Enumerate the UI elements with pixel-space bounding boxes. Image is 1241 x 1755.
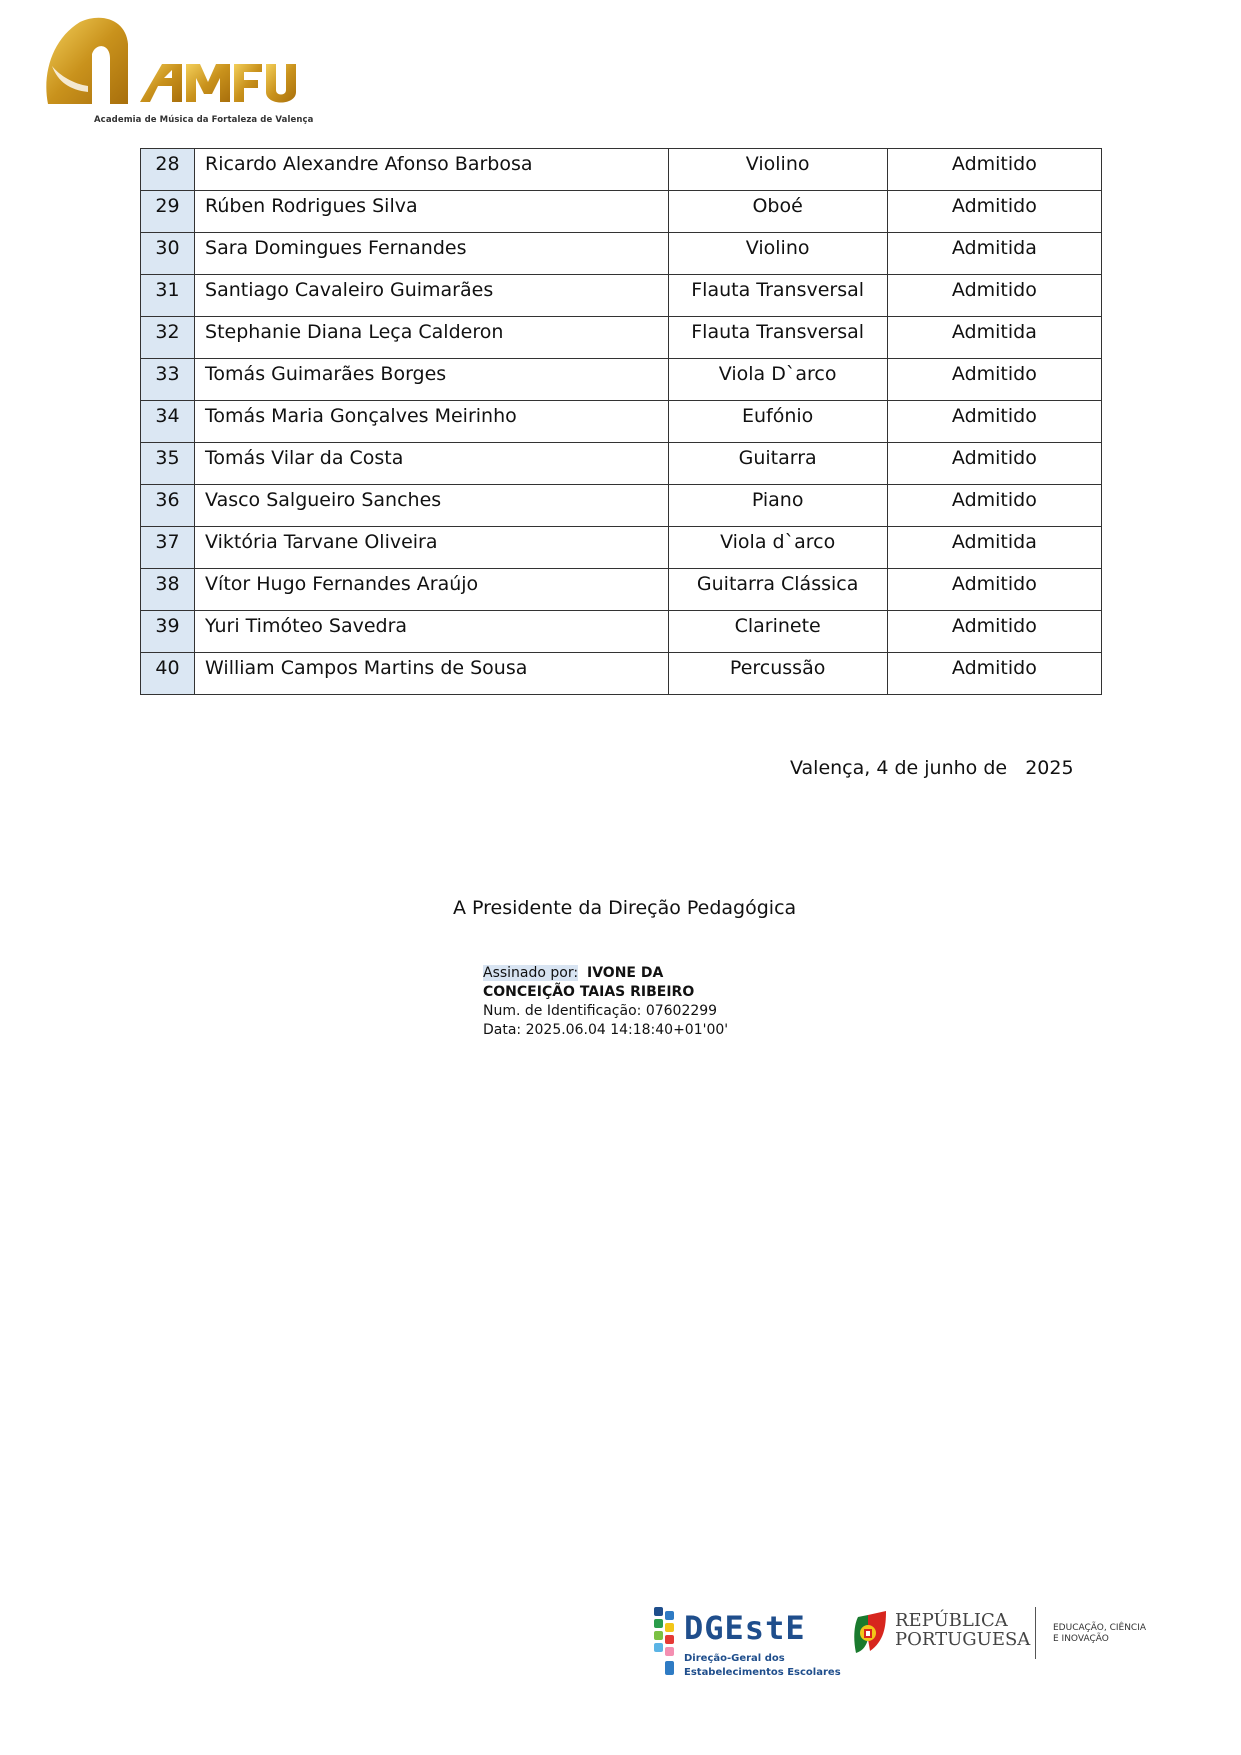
row-number: 29 — [141, 191, 195, 233]
ministry-line-2: E INOVAÇÃO — [1053, 1634, 1109, 1644]
instrument: Percussão — [668, 653, 887, 695]
student-name: Stephanie Diana Leça Calderon — [195, 317, 668, 359]
admission-status: Admitido — [887, 653, 1101, 695]
admission-status: Admitido — [887, 401, 1101, 443]
instrument: Guitarra — [668, 443, 887, 485]
admission-status: Admitido — [887, 611, 1101, 653]
row-number: 40 — [141, 653, 195, 695]
republica-portuguesa — [895, 1611, 1030, 1649]
row-number: 32 — [141, 317, 195, 359]
instrument: Violino — [668, 233, 887, 275]
signer-name-1: IVONE DA — [587, 965, 664, 981]
table-row — [141, 275, 1102, 317]
row-number: 38 — [141, 569, 195, 611]
ministry-name — [1053, 1623, 1146, 1645]
admission-status: Admitido — [887, 149, 1101, 191]
table-row — [141, 191, 1102, 233]
student-name: Rúben Rodrigues Silva — [195, 191, 668, 233]
dgeste-subtitle-1: Direção-Geral dos — [684, 1653, 785, 1664]
amfv-logo-graphic — [40, 14, 310, 124]
instrument: Eufónio — [668, 401, 887, 443]
table-row — [141, 611, 1102, 653]
signed-by-label: Assinado por: — [483, 965, 579, 981]
student-name: Viktória Tarvane Oliveira — [195, 527, 668, 569]
instrument: Viola d`arco — [668, 527, 887, 569]
student-name: Yuri Timóteo Savedra — [195, 611, 668, 653]
row-number: 31 — [141, 275, 195, 317]
instrument: Piano — [668, 485, 887, 527]
admissions-table — [140, 148, 1102, 695]
dgeste-subtitle-2: Estabelecimentos Escolares — [684, 1667, 841, 1678]
row-number: 39 — [141, 611, 195, 653]
table-row — [141, 317, 1102, 359]
student-name: Vasco Salgueiro Sanches — [195, 485, 668, 527]
portugal-flag-icon — [850, 1611, 888, 1657]
row-number: 37 — [141, 527, 195, 569]
table-row — [141, 149, 1102, 191]
row-number: 30 — [141, 233, 195, 275]
amfv-logo — [40, 14, 314, 129]
digital-signature — [483, 964, 728, 1040]
admission-status: Admitida — [887, 317, 1101, 359]
dgeste-title: DGEstE — [684, 1609, 806, 1647]
admission-status: Admitida — [887, 527, 1101, 569]
student-name: Tomás Guimarães Borges — [195, 359, 668, 401]
signature-date: Data: 2025.06.04 14:18:40+01'00' — [483, 1022, 729, 1038]
admission-status: Admitida — [887, 233, 1101, 275]
admission-status: Admitido — [887, 359, 1101, 401]
signature-line-1 — [483, 964, 728, 983]
table-row — [141, 443, 1102, 485]
table-row — [141, 359, 1102, 401]
table-row — [141, 485, 1102, 527]
admission-status: Admitido — [887, 191, 1101, 233]
student-name: William Campos Martins de Sousa — [195, 653, 668, 695]
table-row — [141, 653, 1102, 695]
instrument: Violino — [668, 149, 887, 191]
instrument: Viola D`arco — [668, 359, 887, 401]
student-name: Ricardo Alexandre Afonso Barbosa — [195, 149, 668, 191]
signature-id: Num. de Identificação: 07602299 — [483, 1003, 718, 1019]
instrument: Flauta Transversal — [668, 317, 887, 359]
student-name: Vítor Hugo Fernandes Araújo — [195, 569, 668, 611]
ministry-line-1: EDUCAÇÃO, CIÊNCIA — [1053, 1623, 1147, 1633]
admission-status: Admitido — [887, 569, 1101, 611]
row-number: 35 — [141, 443, 195, 485]
table-body — [141, 149, 1102, 695]
table-row — [141, 401, 1102, 443]
signature-line-2 — [483, 983, 728, 1002]
instrument: Oboé — [668, 191, 887, 233]
dgeste-mark-icon — [650, 1607, 680, 1683]
row-number: 33 — [141, 359, 195, 401]
row-number: 36 — [141, 485, 195, 527]
footer-logos — [650, 1603, 1150, 1683]
row-number: 34 — [141, 401, 195, 443]
logo-caption: Academia de Música da Fortaleza de Valença — [94, 115, 314, 125]
footer-divider — [1035, 1607, 1036, 1659]
admission-status: Admitido — [887, 275, 1101, 317]
table-row — [141, 233, 1102, 275]
signer-name-2: CONCEIÇÃO TAIAS RIBEIRO — [483, 984, 695, 1000]
row-number: 28 — [141, 149, 195, 191]
instrument: Flauta Transversal — [668, 275, 887, 317]
student-name: Santiago Cavaleiro Guimarães — [195, 275, 668, 317]
student-name: Sara Domingues Fernandes — [195, 233, 668, 275]
republica-line-2: PORTUGUESA — [895, 1629, 1031, 1650]
date-line: Valença, 4 de junho de 2025 — [790, 757, 1074, 779]
instrument: Guitarra Clássica — [668, 569, 887, 611]
student-name: Tomás Vilar da Costa — [195, 443, 668, 485]
table-row — [141, 569, 1102, 611]
instrument: Clarinete — [668, 611, 887, 653]
student-name: Tomás Maria Gonçalves Meirinho — [195, 401, 668, 443]
admission-status: Admitido — [887, 443, 1101, 485]
republica-line-1: REPÚBLICA — [895, 1610, 1008, 1631]
admission-status: Admitido — [887, 485, 1101, 527]
table-row — [141, 527, 1102, 569]
signatory-role: A Presidente da Direção Pedagógica — [453, 897, 797, 919]
